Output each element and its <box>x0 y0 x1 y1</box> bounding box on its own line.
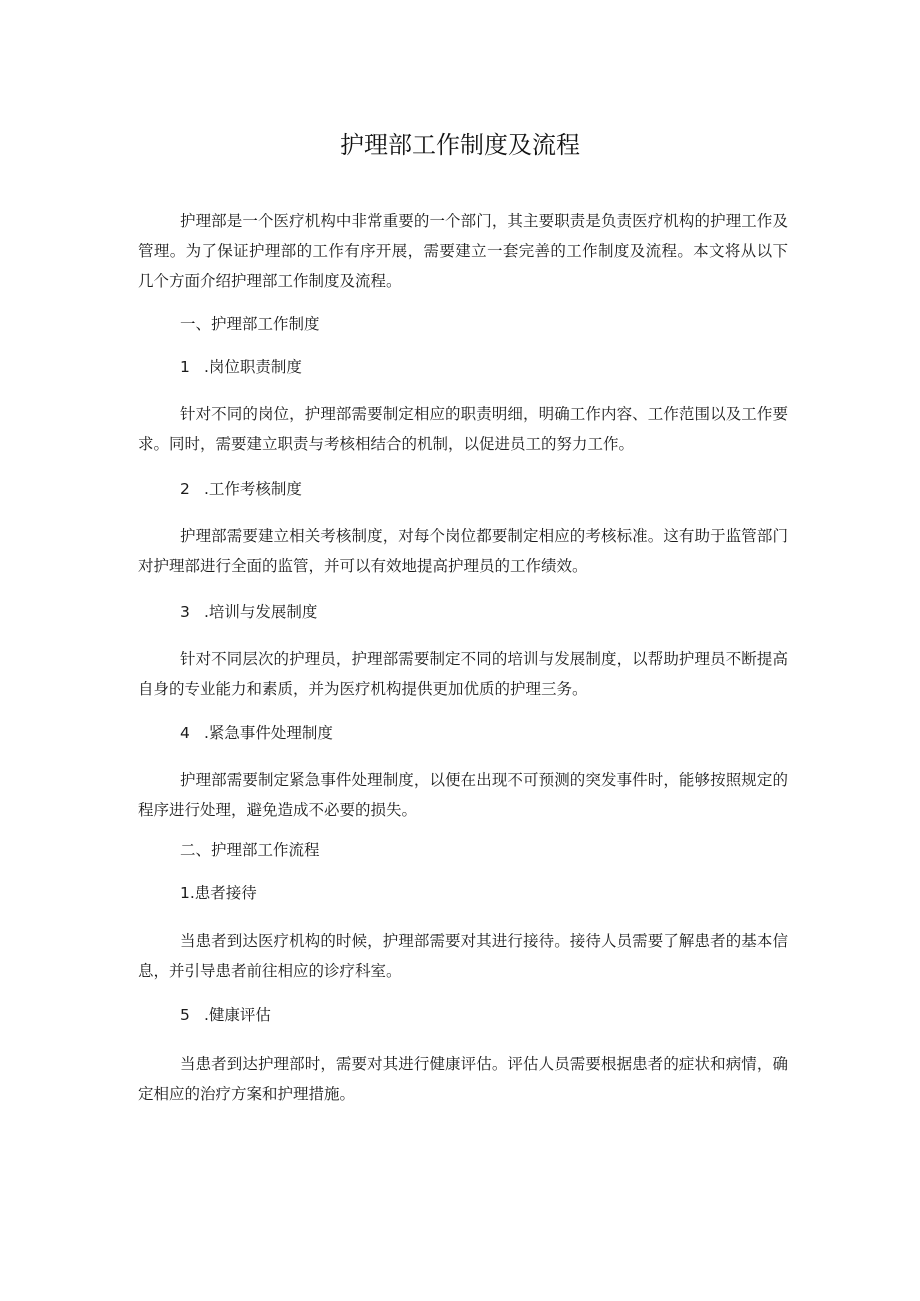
item-number: 4 <box>180 724 190 742</box>
item-label: .培训与发展制度 <box>204 603 318 621</box>
item-paragraph-1: 针对不同的岗位，护理部需要制定相应的职责明细，明确工作内容、工作范围以及工作要求。同时，需要建立职责与考核相结合的机制，以促进员工的努力工作。 <box>138 405 788 453</box>
item-number: 3 <box>180 603 190 621</box>
item-label: .工作考核制度 <box>204 480 302 498</box>
item-label: .紧急事件处理制度 <box>204 724 333 742</box>
item-heading-2 <box>180 474 302 504</box>
item-heading-3 <box>180 597 317 627</box>
intro-paragraph: 护理部是一个医疗机构中非常重要的一个部门，其主要职责是负责医疗机构的护理工作及管理。为了保证护理部的工作有序开展，需要建立一套完善的工作制度及流程。本文将从以下几个方面介绍护理部工作制度及流程。 <box>138 212 788 290</box>
section-heading-1: 一、护理部工作制度 <box>180 315 320 333</box>
item-heading-6 <box>180 1000 271 1030</box>
item-heading-4 <box>180 718 333 748</box>
item-paragraph-6: 当患者到达护理部时，需要对其进行健康评估。评估人员需要根据患者的症状和病情，确定相应的治疗方案和护理措施。 <box>138 1055 788 1103</box>
item-paragraph-5: 当患者到达医疗机构的时候，护理部需要对其进行接待。接待人员需要了解患者的基本信息，并引导患者前往相应的诊疗科室。 <box>138 932 788 980</box>
item-number: 2 <box>180 480 190 498</box>
item-paragraph-2: 护理部需要建立相关考核制度，对每个岗位都要制定相应的考核标准。这有助于监管部门对护理部进行全面的监管，并可以有效地提高护理员的工作绩效。 <box>138 527 788 575</box>
item-paragraph-4: 护理部需要制定紧急事件处理制度，以便在出现不可预测的突发事件时，能够按照规定的程序进行处理，避免造成不必要的损失。 <box>138 771 788 819</box>
item-number: 1 <box>180 358 190 376</box>
item-heading-1 <box>180 352 302 382</box>
item-label: .岗位职责制度 <box>204 358 302 376</box>
item-number: 5 <box>180 1006 190 1024</box>
item-heading-5: 1.患者接待 <box>180 884 257 902</box>
item-paragraph-3: 针对不同层次的护理员，护理部需要制定不同的培训与发展制度，以帮助护理员不断提高自身的专业能力和素质，并为医疗机构提供更加优质的护理三务。 <box>138 650 788 698</box>
document-title: 护理部工作制度及流程 <box>340 131 580 159</box>
section-heading-2: 二、护理部工作流程 <box>180 841 320 859</box>
item-label: .健康评估 <box>204 1006 271 1024</box>
